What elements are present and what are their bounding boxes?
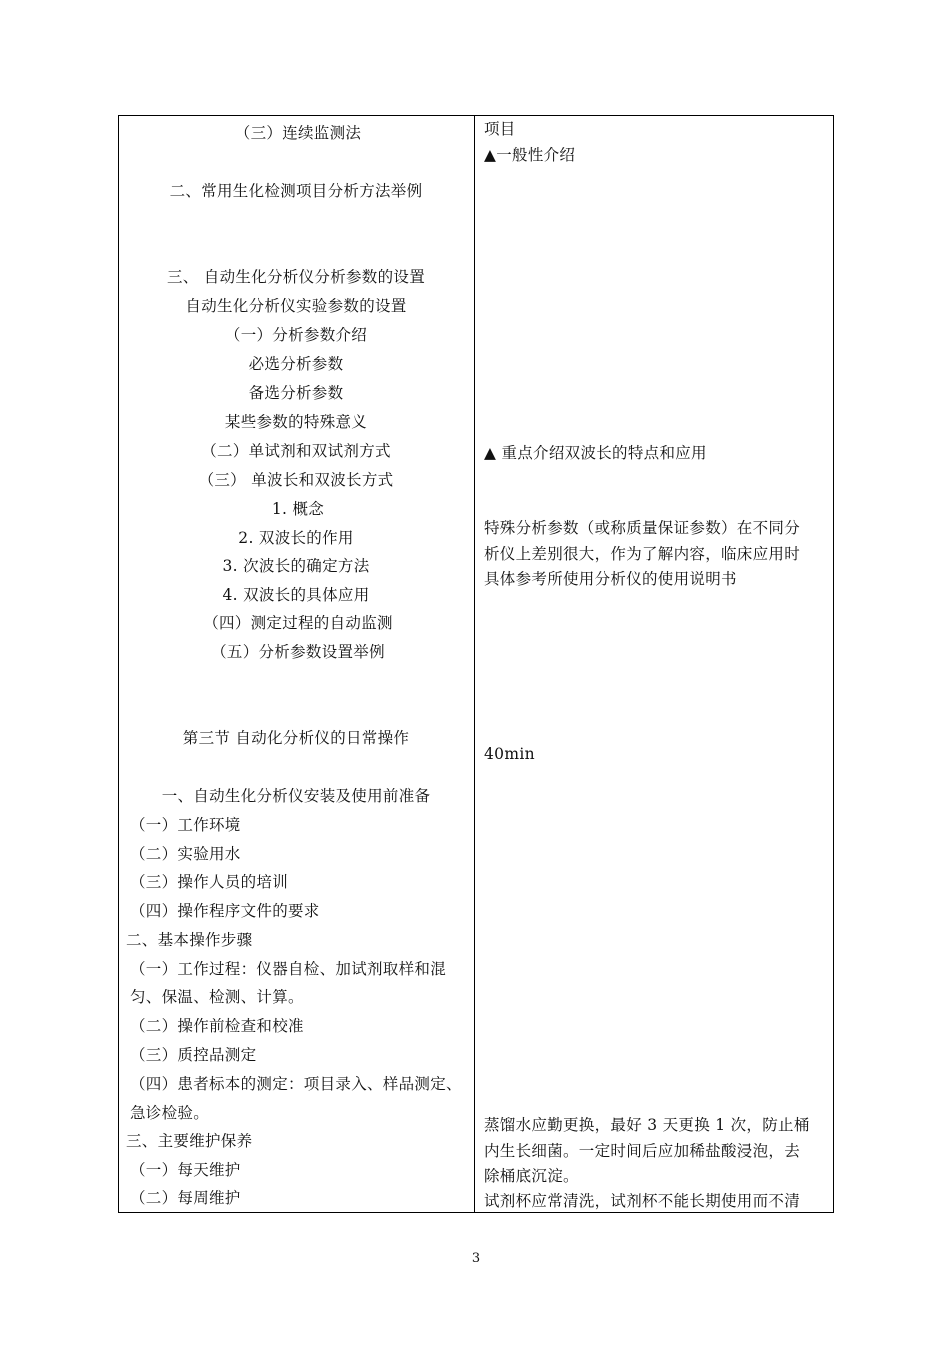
item-parameter-example: （五）分析参数设置举例 — [211, 643, 385, 661]
item-special-meaning: 某些参数的特殊意义 — [224, 413, 368, 431]
item-qc-measurement: （三）质控品测定 — [130, 1046, 257, 1064]
page-number: 3 — [471, 1251, 481, 1266]
remark-special-params-line2: 析仪上差别很大，作为了解内容，临床应用时 — [484, 545, 801, 563]
column-divider — [474, 115, 475, 1213]
item-auto-monitoring: （四）测定过程的自动监测 — [203, 614, 393, 632]
item-secondary-wavelength-method: 3. 次波长的确定方法 — [222, 557, 370, 575]
remark-duration: 40min — [484, 745, 535, 763]
remark-distilled-water-line3: 除桶底沉淀。 — [484, 1167, 579, 1185]
item-pre-check-calibration: （二）操作前检查和校准 — [130, 1017, 304, 1035]
item-operator-training: （三）操作人员的培训 — [130, 873, 289, 891]
heading-continuous-monitoring: （三）连续监测法 — [234, 124, 362, 142]
item-dual-wavelength-application: 4. 双波长的具体应用 — [222, 586, 370, 604]
section-heading-daily-operation: 第三节 自动化分析仪的日常操作 — [182, 729, 410, 747]
item-patient-sample-line2: 急诊检验。 — [130, 1104, 210, 1122]
heading-experiment-parameters: 自动生化分析仪实验参数的设置 — [185, 297, 407, 315]
item-optional-parameters: 备选分析参数 — [248, 384, 344, 402]
heading-maintenance: 三、主要维护保养 — [126, 1132, 253, 1150]
heading-basic-steps: 二、基本操作步骤 — [126, 931, 253, 949]
item-required-parameters: 必选分析参数 — [248, 355, 344, 373]
item-patient-sample-line1: （四）患者标本的测定：项目录入、样品测定、 — [130, 1075, 462, 1093]
item-work-process-line2: 匀、保温、检测、计算。 — [130, 988, 304, 1006]
item-parameter-intro: （一）分析参数介绍 — [224, 326, 368, 344]
item-dual-wavelength-function: 2. 双波长的作用 — [238, 529, 354, 547]
remark-special-params-line1: 特殊分析参数（或称质量保证参数）在不同分 — [484, 519, 801, 537]
heading-installation-preparation: 一、自动生化分析仪安装及使用前准备 — [161, 787, 431, 805]
remark-distilled-water-line1: 蒸馏水应勤更换，最好 3 天更换 1 次，防止桶 — [484, 1116, 810, 1134]
item-lab-water: （二）实验用水 — [130, 845, 241, 863]
item-work-environment: （一）工作环境 — [130, 816, 241, 834]
item-procedure-documents: （四）操作程序文件的要求 — [130, 902, 320, 920]
item-single-dual-wavelength: （三） 单波长和双波长方式 — [198, 471, 394, 489]
heading-parameter-setting: 三、 自动生化分析仪分析参数的设置 — [166, 268, 426, 286]
remark-dual-wavelength-focus: ▲ 重点介绍双波长的特点和应用 — [484, 444, 707, 462]
remark-reagent-cup: 试剂杯应常清洗，试剂杯不能长期使用而不清 — [484, 1192, 801, 1210]
heading-common-biochem-examples: 二、常用生化检测项目分析方法举例 — [169, 182, 423, 200]
item-work-process-line1: （一）工作过程：仪器自检、加试剂取样和混 — [130, 960, 447, 978]
remark-special-params-line3: 具体参考所使用分析仪的使用说明书 — [484, 570, 737, 588]
item-daily-maintenance: （一）每天维护 — [130, 1161, 241, 1179]
remark-general-intro: ▲一般性介绍 — [484, 146, 576, 164]
remark-distilled-water-line2: 内生长细菌。一定时间后应加稀盐酸浸泡，去 — [484, 1142, 801, 1160]
item-single-double-reagent: （二）单试剂和双试剂方式 — [201, 442, 391, 460]
item-concept: 1. 概念 — [271, 500, 325, 518]
remark-project: 项目 — [484, 120, 516, 138]
item-weekly-maintenance: （二）每周维护 — [130, 1189, 241, 1207]
